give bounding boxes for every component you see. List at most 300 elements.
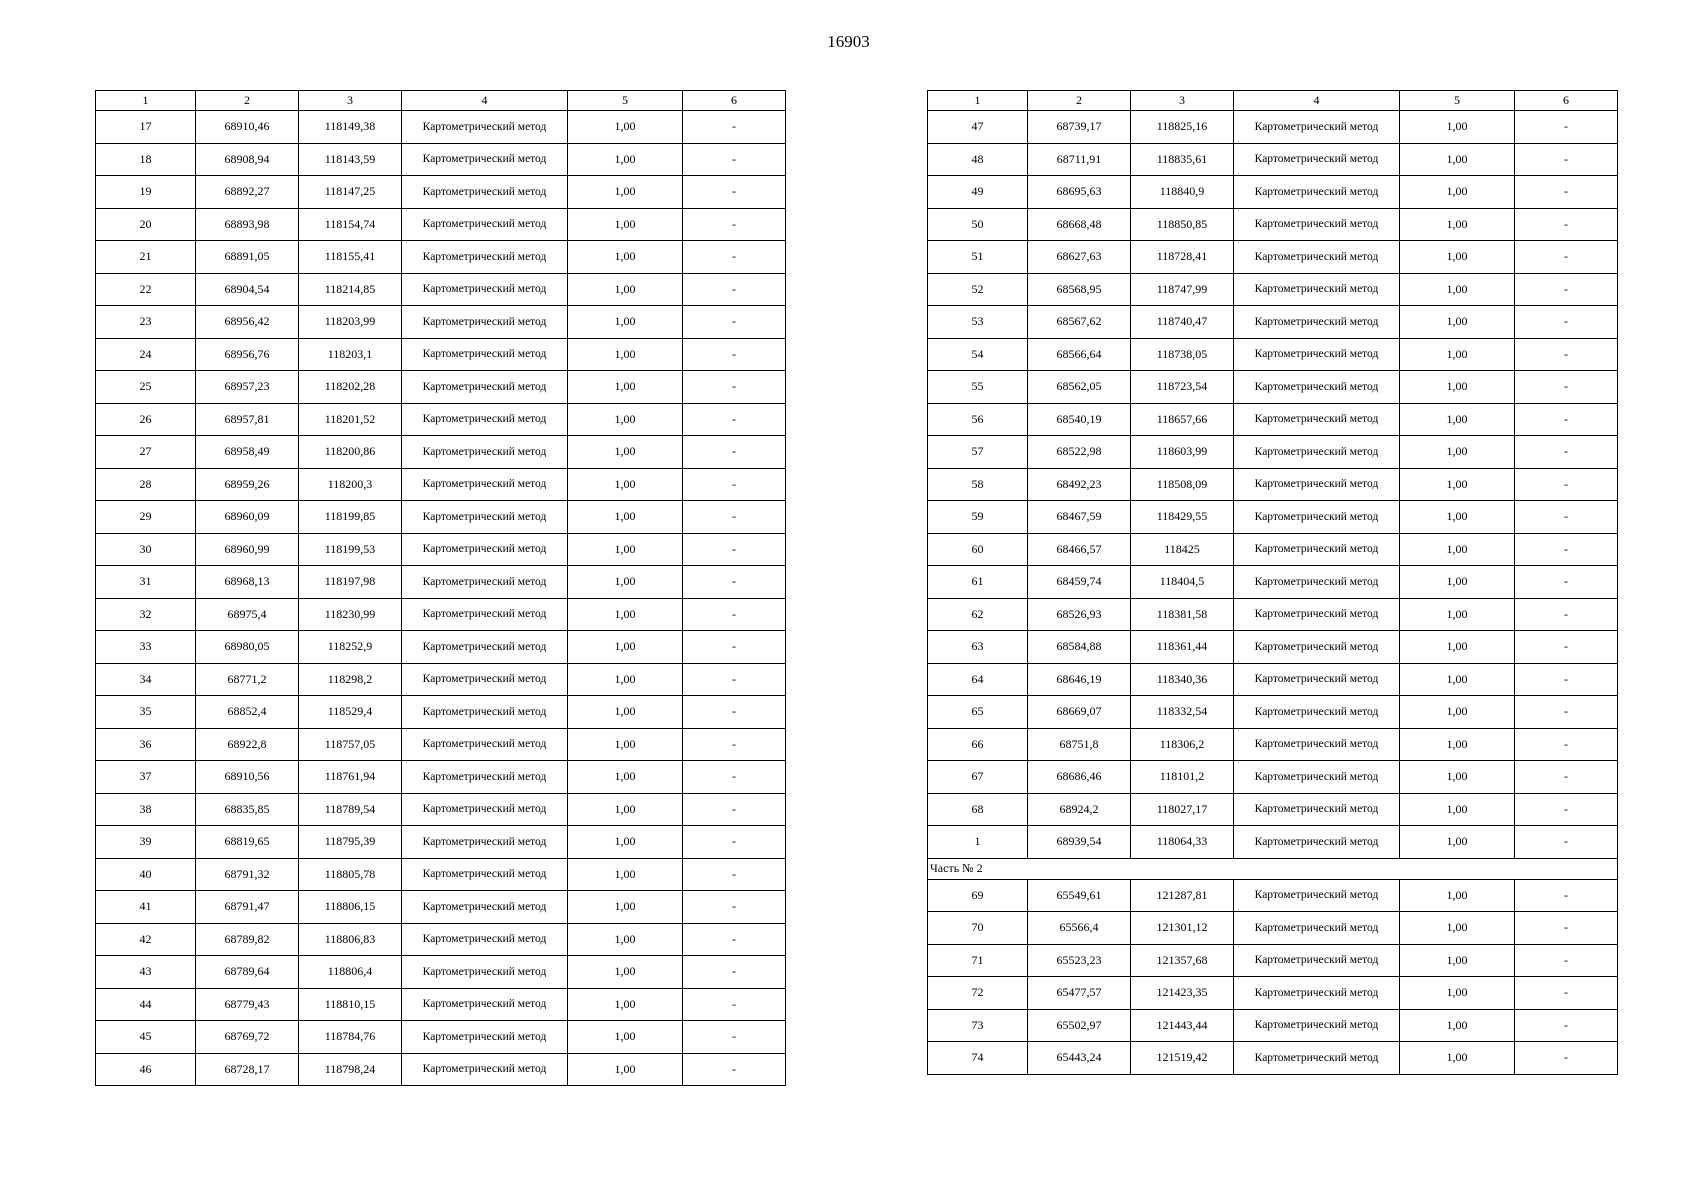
method-cell: Картометрический метод <box>1234 111 1400 144</box>
x-coordinate-cell: 68957,81 <box>196 403 299 436</box>
note-cell: - <box>1515 879 1618 912</box>
y-coordinate-cell: 118214,85 <box>299 273 402 306</box>
x-coordinate-cell: 65443,24 <box>1028 1042 1131 1075</box>
accuracy-cell: 1,00 <box>568 436 683 469</box>
x-coordinate-cell: 65523,23 <box>1028 944 1131 977</box>
method-cell: Картометрический метод <box>402 728 568 761</box>
point-number-cell: 32 <box>96 598 196 631</box>
y-coordinate-cell: 118429,55 <box>1131 501 1234 534</box>
section-label: Часть № 2 <box>928 858 1618 879</box>
method-cell: Картометрический метод <box>1234 371 1400 404</box>
note-cell: - <box>1515 566 1618 599</box>
accuracy-cell: 1,00 <box>1400 403 1515 436</box>
y-coordinate-cell: 121301,12 <box>1131 912 1234 945</box>
accuracy-cell: 1,00 <box>1400 338 1515 371</box>
x-coordinate-cell: 68789,82 <box>196 923 299 956</box>
section-body <box>928 858 1618 879</box>
note-cell: - <box>683 988 786 1021</box>
x-coordinate-cell: 65549,61 <box>1028 879 1131 912</box>
table-row <box>96 403 786 436</box>
y-coordinate-cell: 118202,28 <box>299 371 402 404</box>
table-row <box>96 436 786 469</box>
point-number-cell: 34 <box>96 663 196 696</box>
table-row <box>96 1053 786 1086</box>
table-body <box>928 879 1618 1074</box>
table-row <box>928 501 1618 534</box>
coordinates-table-left <box>95 90 786 1086</box>
accuracy-cell: 1,00 <box>1400 143 1515 176</box>
note-cell: - <box>683 338 786 371</box>
y-coordinate-cell: 118747,99 <box>1131 273 1234 306</box>
table-row <box>928 273 1618 306</box>
column-header: 5 <box>568 91 683 111</box>
point-number-cell: 42 <box>96 923 196 956</box>
point-number-cell: 72 <box>928 977 1028 1010</box>
accuracy-cell: 1,00 <box>1400 306 1515 339</box>
table-row <box>96 891 786 924</box>
accuracy-cell: 1,00 <box>1400 1009 1515 1042</box>
note-cell: - <box>1515 176 1618 209</box>
accuracy-cell: 1,00 <box>1400 371 1515 404</box>
note-cell: - <box>1515 826 1618 859</box>
accuracy-cell: 1,00 <box>568 696 683 729</box>
column-header: 6 <box>683 91 786 111</box>
x-coordinate-cell: 68751,8 <box>1028 728 1131 761</box>
method-cell: Картометрический метод <box>402 566 568 599</box>
accuracy-cell: 1,00 <box>1400 879 1515 912</box>
table-row <box>96 273 786 306</box>
x-coordinate-cell: 68980,05 <box>196 631 299 664</box>
note-cell: - <box>1515 501 1618 534</box>
accuracy-cell: 1,00 <box>568 728 683 761</box>
note-cell: - <box>683 533 786 566</box>
x-coordinate-cell: 68819,65 <box>196 826 299 859</box>
accuracy-cell: 1,00 <box>568 306 683 339</box>
accuracy-cell: 1,00 <box>568 988 683 1021</box>
method-cell: Картометрический метод <box>402 923 568 956</box>
accuracy-cell: 1,00 <box>1400 696 1515 729</box>
y-coordinate-cell: 121423,35 <box>1131 977 1234 1010</box>
x-coordinate-cell: 68568,95 <box>1028 273 1131 306</box>
table-row <box>928 631 1618 664</box>
accuracy-cell: 1,00 <box>1400 501 1515 534</box>
point-number-cell: 30 <box>96 533 196 566</box>
y-coordinate-cell: 121287,81 <box>1131 879 1234 912</box>
column-header: 1 <box>928 91 1028 111</box>
method-cell: Картометрический метод <box>1234 143 1400 176</box>
point-number-cell: 73 <box>928 1009 1028 1042</box>
y-coordinate-cell: 118728,41 <box>1131 241 1234 274</box>
accuracy-cell: 1,00 <box>568 858 683 891</box>
table-row <box>928 468 1618 501</box>
note-cell: - <box>683 566 786 599</box>
y-coordinate-cell: 118306,2 <box>1131 728 1234 761</box>
accuracy-cell: 1,00 <box>1400 944 1515 977</box>
point-number-cell: 50 <box>928 208 1028 241</box>
note-cell: - <box>683 436 786 469</box>
accuracy-cell: 1,00 <box>568 403 683 436</box>
y-coordinate-cell: 118199,53 <box>299 533 402 566</box>
method-cell: Картометрический метод <box>1234 176 1400 209</box>
method-cell: Картометрический метод <box>1234 696 1400 729</box>
y-coordinate-cell: 118298,2 <box>299 663 402 696</box>
note-cell: - <box>1515 663 1618 696</box>
table-row <box>928 944 1618 977</box>
accuracy-cell: 1,00 <box>1400 977 1515 1010</box>
note-cell: - <box>1515 533 1618 566</box>
table-row <box>928 241 1618 274</box>
note-cell: - <box>683 306 786 339</box>
table-row <box>96 858 786 891</box>
x-coordinate-cell: 68893,98 <box>196 208 299 241</box>
x-coordinate-cell: 68526,93 <box>1028 598 1131 631</box>
y-coordinate-cell: 118825,16 <box>1131 111 1234 144</box>
method-cell: Картометрический метод <box>1234 241 1400 274</box>
x-coordinate-cell: 68540,19 <box>1028 403 1131 436</box>
x-coordinate-cell: 68975,4 <box>196 598 299 631</box>
point-number-cell: 49 <box>928 176 1028 209</box>
accuracy-cell: 1,00 <box>568 566 683 599</box>
table-row <box>928 1042 1618 1075</box>
x-coordinate-cell: 68739,17 <box>1028 111 1131 144</box>
method-cell: Картометрический метод <box>402 501 568 534</box>
method-cell: Картометрический метод <box>402 176 568 209</box>
point-number-cell: 74 <box>928 1042 1028 1075</box>
point-number-cell: 61 <box>928 566 1028 599</box>
x-coordinate-cell: 68566,64 <box>1028 338 1131 371</box>
accuracy-cell: 1,00 <box>568 533 683 566</box>
note-cell: - <box>1515 696 1618 729</box>
x-coordinate-cell: 68686,46 <box>1028 761 1131 794</box>
table-row <box>928 696 1618 729</box>
y-coordinate-cell: 118200,3 <box>299 468 402 501</box>
table-row <box>96 761 786 794</box>
method-cell: Картометрический метод <box>1234 977 1400 1010</box>
accuracy-cell: 1,00 <box>1400 1042 1515 1075</box>
method-cell: Картометрический метод <box>1234 598 1400 631</box>
point-number-cell: 68 <box>928 793 1028 826</box>
point-number-cell: 53 <box>928 306 1028 339</box>
page-number: 16903 <box>827 32 870 51</box>
note-cell: - <box>1515 631 1618 664</box>
method-cell: Картометрический метод <box>1234 944 1400 977</box>
method-cell: Картометрический метод <box>402 533 568 566</box>
point-number-cell: 67 <box>928 761 1028 794</box>
table-row <box>928 598 1618 631</box>
note-cell: - <box>1515 598 1618 631</box>
note-cell: - <box>683 208 786 241</box>
y-coordinate-cell: 118203,1 <box>299 338 402 371</box>
x-coordinate-cell: 68467,59 <box>1028 501 1131 534</box>
method-cell: Картометрический метод <box>402 371 568 404</box>
y-coordinate-cell: 118840,9 <box>1131 176 1234 209</box>
table-row <box>928 663 1618 696</box>
accuracy-cell: 1,00 <box>568 241 683 274</box>
point-number-cell: 29 <box>96 501 196 534</box>
point-number-cell: 27 <box>96 436 196 469</box>
column-header: 5 <box>1400 91 1515 111</box>
accuracy-cell: 1,00 <box>1400 793 1515 826</box>
note-cell: - <box>1515 371 1618 404</box>
point-number-cell: 59 <box>928 501 1028 534</box>
y-coordinate-cell: 118738,05 <box>1131 338 1234 371</box>
point-number-cell: 19 <box>96 176 196 209</box>
note-cell: - <box>1515 241 1618 274</box>
x-coordinate-cell: 65477,57 <box>1028 977 1131 1010</box>
accuracy-cell: 1,00 <box>568 143 683 176</box>
accuracy-cell: 1,00 <box>568 631 683 664</box>
note-cell: - <box>683 111 786 144</box>
x-coordinate-cell: 68835,85 <box>196 793 299 826</box>
point-number-cell: 17 <box>96 111 196 144</box>
header-row <box>928 91 1618 111</box>
method-cell: Картометрический метод <box>1234 338 1400 371</box>
point-number-cell: 60 <box>928 533 1028 566</box>
x-coordinate-cell: 68939,54 <box>1028 826 1131 859</box>
table-row <box>96 956 786 989</box>
point-number-cell: 24 <box>96 338 196 371</box>
method-cell: Картометрический метод <box>402 241 568 274</box>
table-row <box>96 566 786 599</box>
note-cell: - <box>683 176 786 209</box>
y-coordinate-cell: 118361,44 <box>1131 631 1234 664</box>
accuracy-cell: 1,00 <box>568 891 683 924</box>
accuracy-cell: 1,00 <box>568 111 683 144</box>
table-row <box>928 143 1618 176</box>
method-cell: Картометрический метод <box>402 663 568 696</box>
x-coordinate-cell: 68711,91 <box>1028 143 1131 176</box>
column-header: 4 <box>1234 91 1400 111</box>
table-row <box>928 879 1618 912</box>
table-header <box>96 91 786 111</box>
x-coordinate-cell: 68908,94 <box>196 143 299 176</box>
table-row <box>928 176 1618 209</box>
table-row <box>96 208 786 241</box>
method-cell: Картометрический метод <box>402 696 568 729</box>
note-cell: - <box>683 761 786 794</box>
accuracy-cell: 1,00 <box>568 208 683 241</box>
point-number-cell: 71 <box>928 944 1028 977</box>
point-number-cell: 43 <box>96 956 196 989</box>
accuracy-cell: 1,00 <box>568 923 683 956</box>
y-coordinate-cell: 118197,98 <box>299 566 402 599</box>
y-coordinate-cell: 118740,47 <box>1131 306 1234 339</box>
method-cell: Картометрический метод <box>402 436 568 469</box>
accuracy-cell: 1,00 <box>1400 598 1515 631</box>
method-cell: Картометрический метод <box>402 306 568 339</box>
y-coordinate-cell: 118027,17 <box>1131 793 1234 826</box>
note-cell: - <box>1515 436 1618 469</box>
note-cell: - <box>1515 208 1618 241</box>
note-cell: - <box>1515 403 1618 436</box>
accuracy-cell: 1,00 <box>568 176 683 209</box>
method-cell: Картометрический метод <box>402 111 568 144</box>
note-cell: - <box>1515 761 1618 794</box>
y-coordinate-cell: 118199,85 <box>299 501 402 534</box>
y-coordinate-cell: 118200,86 <box>299 436 402 469</box>
method-cell: Картометрический метод <box>402 631 568 664</box>
note-cell: - <box>683 858 786 891</box>
y-coordinate-cell: 118252,9 <box>299 631 402 664</box>
note-cell: - <box>1515 912 1618 945</box>
point-number-cell: 47 <box>928 111 1028 144</box>
note-cell: - <box>683 696 786 729</box>
y-coordinate-cell: 118230,99 <box>299 598 402 631</box>
table-row <box>96 696 786 729</box>
y-coordinate-cell: 118795,39 <box>299 826 402 859</box>
point-number-cell: 35 <box>96 696 196 729</box>
table-row <box>96 306 786 339</box>
x-coordinate-cell: 68492,23 <box>1028 468 1131 501</box>
table-row <box>96 826 786 859</box>
x-coordinate-cell: 68956,76 <box>196 338 299 371</box>
note-cell: - <box>1515 977 1618 1010</box>
point-number-cell: 70 <box>928 912 1028 945</box>
accuracy-cell: 1,00 <box>1400 761 1515 794</box>
method-cell: Картометрический метод <box>1234 826 1400 859</box>
y-coordinate-cell: 118810,15 <box>299 988 402 1021</box>
y-coordinate-cell: 118757,05 <box>299 728 402 761</box>
accuracy-cell: 1,00 <box>1400 436 1515 469</box>
y-coordinate-cell: 118529,4 <box>299 696 402 729</box>
x-coordinate-cell: 68956,42 <box>196 306 299 339</box>
x-coordinate-cell: 68668,48 <box>1028 208 1131 241</box>
method-cell: Картометрический метод <box>402 891 568 924</box>
y-coordinate-cell: 118340,36 <box>1131 663 1234 696</box>
note-cell: - <box>1515 728 1618 761</box>
table-row <box>928 912 1618 945</box>
table-row <box>96 143 786 176</box>
table-row <box>96 176 786 209</box>
table-row <box>928 826 1618 859</box>
note-cell: - <box>683 956 786 989</box>
method-cell: Картометрический метод <box>402 988 568 1021</box>
table-row <box>928 977 1618 1010</box>
note-cell: - <box>683 728 786 761</box>
accuracy-cell: 1,00 <box>1400 273 1515 306</box>
x-coordinate-cell: 68791,32 <box>196 858 299 891</box>
accuracy-cell: 1,00 <box>568 468 683 501</box>
note-cell: - <box>1515 111 1618 144</box>
method-cell: Картометрический метод <box>1234 306 1400 339</box>
note-cell: - <box>1515 1042 1618 1075</box>
note-cell: - <box>1515 793 1618 826</box>
method-cell: Картометрический метод <box>1234 566 1400 599</box>
accuracy-cell: 1,00 <box>568 338 683 371</box>
y-coordinate-cell: 118789,54 <box>299 793 402 826</box>
accuracy-cell: 1,00 <box>1400 631 1515 664</box>
column-header: 2 <box>1028 91 1131 111</box>
point-number-cell: 46 <box>96 1053 196 1086</box>
method-cell: Картометрический метод <box>1234 208 1400 241</box>
point-number-cell: 44 <box>96 988 196 1021</box>
point-number-cell: 22 <box>96 273 196 306</box>
x-coordinate-cell: 68904,54 <box>196 273 299 306</box>
table-row <box>96 533 786 566</box>
table-row <box>96 793 786 826</box>
method-cell: Картометрический метод <box>1234 912 1400 945</box>
point-number-cell: 52 <box>928 273 1028 306</box>
note-cell: - <box>683 663 786 696</box>
x-coordinate-cell: 68695,63 <box>1028 176 1131 209</box>
y-coordinate-cell: 118381,58 <box>1131 598 1234 631</box>
y-coordinate-cell: 118404,5 <box>1131 566 1234 599</box>
y-coordinate-cell: 118101,2 <box>1131 761 1234 794</box>
table-row <box>96 1021 786 1054</box>
x-coordinate-cell: 68959,26 <box>196 468 299 501</box>
accuracy-cell: 1,00 <box>568 501 683 534</box>
table-row <box>928 111 1618 144</box>
y-coordinate-cell: 118806,15 <box>299 891 402 924</box>
y-coordinate-cell: 118798,24 <box>299 1053 402 1086</box>
table-body <box>96 111 786 1086</box>
accuracy-cell: 1,00 <box>1400 663 1515 696</box>
y-coordinate-cell: 118155,41 <box>299 241 402 274</box>
point-number-cell: 64 <box>928 663 1028 696</box>
point-number-cell: 51 <box>928 241 1028 274</box>
point-number-cell: 41 <box>96 891 196 924</box>
method-cell: Картометрический метод <box>402 598 568 631</box>
point-number-cell: 38 <box>96 793 196 826</box>
method-cell: Картометрический метод <box>1234 403 1400 436</box>
x-coordinate-cell: 68852,4 <box>196 696 299 729</box>
method-cell: Картометрический метод <box>1234 468 1400 501</box>
note-cell: - <box>683 1021 786 1054</box>
note-cell: - <box>683 371 786 404</box>
y-coordinate-cell: 118806,83 <box>299 923 402 956</box>
column-header: 3 <box>299 91 402 111</box>
method-cell: Картометрический метод <box>402 403 568 436</box>
x-coordinate-cell: 68922,8 <box>196 728 299 761</box>
method-cell: Картометрический метод <box>402 468 568 501</box>
y-coordinate-cell: 118332,54 <box>1131 696 1234 729</box>
point-number-cell: 20 <box>96 208 196 241</box>
x-coordinate-cell: 68910,56 <box>196 761 299 794</box>
y-coordinate-cell: 118064,33 <box>1131 826 1234 859</box>
point-number-cell: 37 <box>96 761 196 794</box>
accuracy-cell: 1,00 <box>1400 566 1515 599</box>
y-coordinate-cell: 118603,99 <box>1131 436 1234 469</box>
x-coordinate-cell: 68769,72 <box>196 1021 299 1054</box>
note-cell: - <box>683 793 786 826</box>
method-cell: Картометрический метод <box>402 143 568 176</box>
x-coordinate-cell: 68728,17 <box>196 1053 299 1086</box>
y-coordinate-cell: 118850,85 <box>1131 208 1234 241</box>
table-row <box>96 371 786 404</box>
y-coordinate-cell: 121443,44 <box>1131 1009 1234 1042</box>
note-cell: - <box>1515 338 1618 371</box>
point-number-cell: 65 <box>928 696 1028 729</box>
table-row <box>96 663 786 696</box>
table-row <box>96 501 786 534</box>
method-cell: Картометрический метод <box>402 793 568 826</box>
x-coordinate-cell: 68466,57 <box>1028 533 1131 566</box>
x-coordinate-cell: 65566,4 <box>1028 912 1131 945</box>
method-cell: Картометрический метод <box>1234 879 1400 912</box>
y-coordinate-cell: 121357,68 <box>1131 944 1234 977</box>
table-row <box>928 793 1618 826</box>
x-coordinate-cell: 65502,97 <box>1028 1009 1131 1042</box>
x-coordinate-cell: 68960,09 <box>196 501 299 534</box>
method-cell: Картометрический метод <box>1234 728 1400 761</box>
y-coordinate-cell: 118147,25 <box>299 176 402 209</box>
y-coordinate-cell: 118425 <box>1131 533 1234 566</box>
table-row <box>928 403 1618 436</box>
accuracy-cell: 1,00 <box>1400 176 1515 209</box>
table-row <box>928 306 1618 339</box>
note-cell: - <box>683 1053 786 1086</box>
x-coordinate-cell: 68910,46 <box>196 111 299 144</box>
